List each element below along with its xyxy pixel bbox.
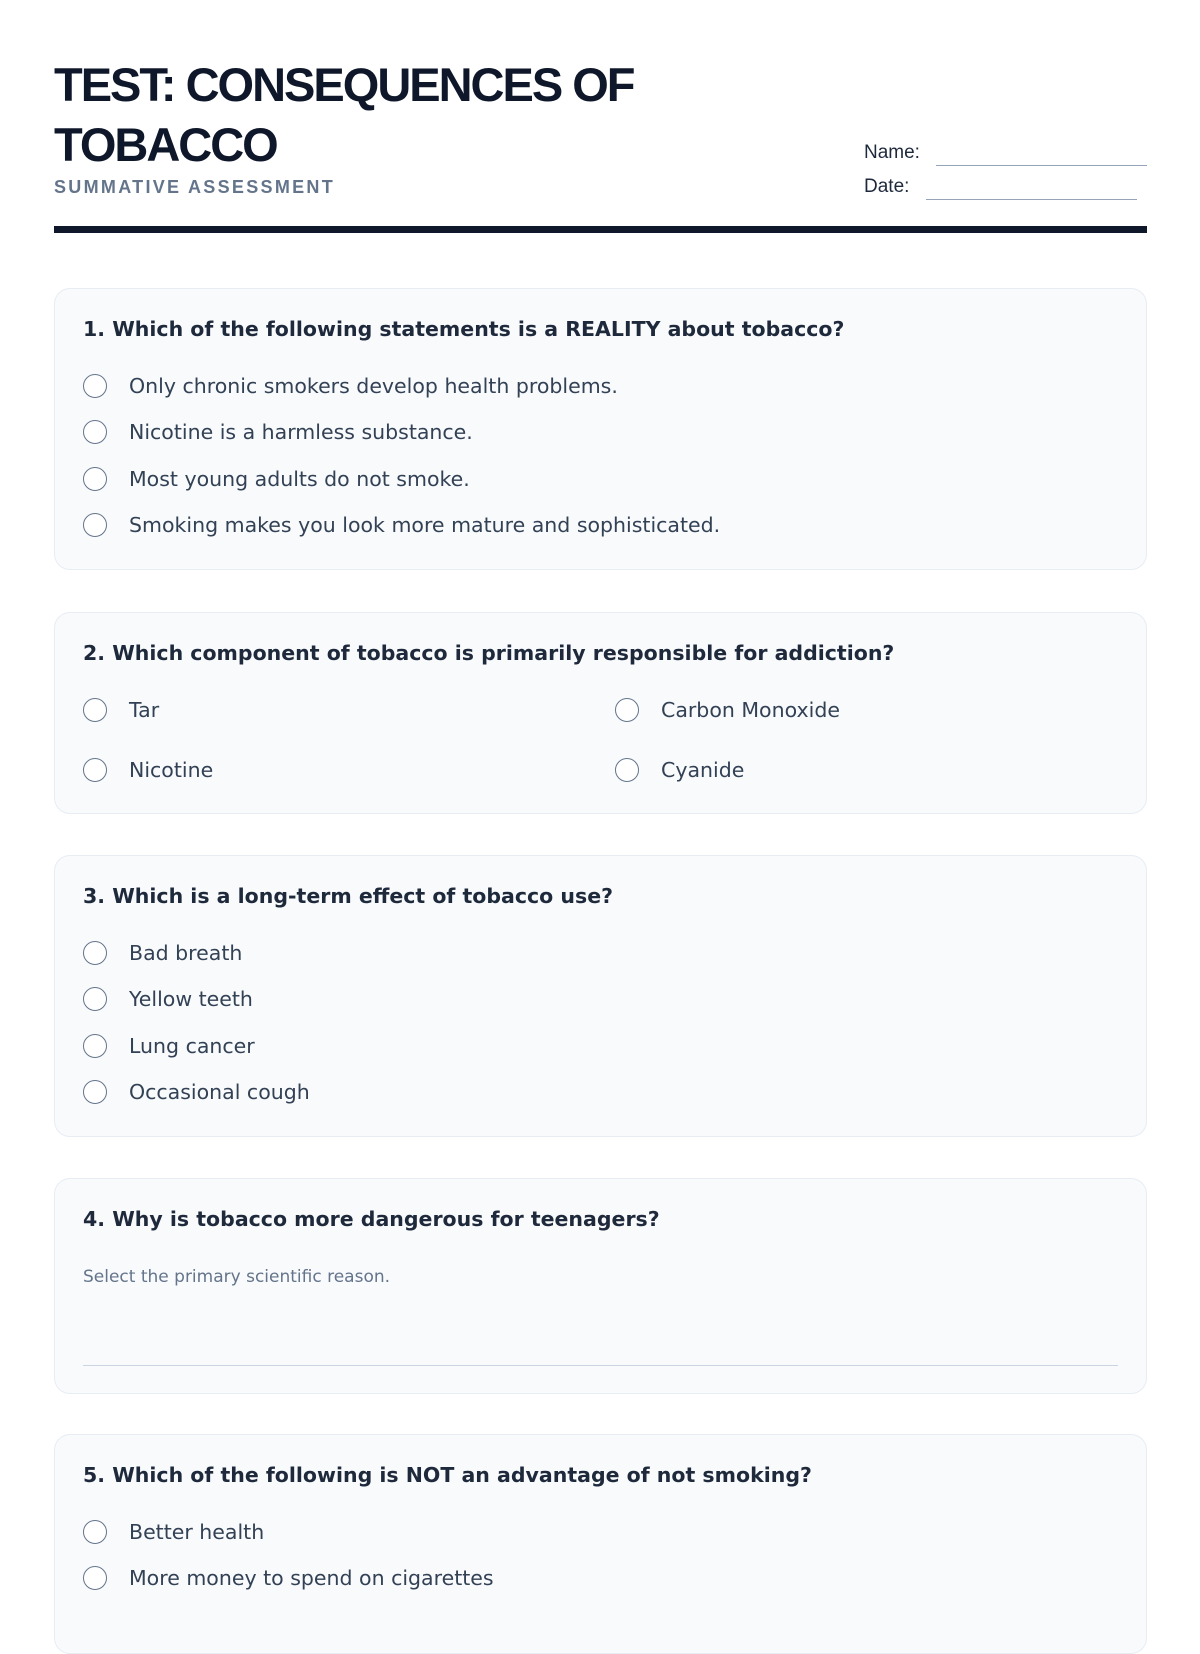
header-divider (54, 226, 1147, 233)
radio-button[interactable] (615, 698, 639, 722)
question-text: 3. Which is a long-term effect of tobacco use? (83, 884, 613, 908)
question-hint: Select the primary scientific reason. (83, 1267, 391, 1287)
question-text: 4. Why is tobacco more dangerous for teenagers? (83, 1207, 660, 1231)
assessment-page (54, 0, 1147, 1590)
radio-button[interactable] (83, 1520, 107, 1544)
name-field[interactable] (936, 165, 1147, 166)
question-text: 1. Which of the following statements is a REALITY about tobacco? (83, 317, 845, 341)
question-card-1 (54, 288, 1147, 570)
answer-option[interactable] (83, 1032, 255, 1060)
option-label: Nicotine is a harmless substance. (129, 420, 473, 444)
answer-option[interactable] (83, 1518, 264, 1546)
answer-option[interactable] (83, 985, 253, 1013)
radio-button[interactable] (83, 1566, 107, 1590)
page-header (54, 0, 1147, 234)
answer-option[interactable] (83, 1078, 310, 1106)
question-card-4 (54, 1178, 1147, 1394)
radio-button[interactable] (83, 758, 107, 782)
option-label: Lung cancer (129, 1034, 255, 1058)
student-info (864, 140, 1147, 208)
radio-button[interactable] (83, 374, 107, 398)
name-row (864, 140, 1147, 174)
option-label: Most young adults do not smoke. (129, 467, 470, 491)
answer-option[interactable] (615, 696, 840, 724)
date-label: Date: (864, 176, 910, 197)
radio-button[interactable] (83, 420, 107, 444)
answer-option[interactable] (83, 939, 242, 967)
answer-option[interactable] (83, 465, 470, 493)
option-label: More money to spend on cigarettes (129, 1566, 494, 1590)
answer-line[interactable] (83, 1365, 1118, 1366)
option-label: Better health (129, 1520, 265, 1544)
option-label: Nicotine (129, 758, 214, 782)
answer-option[interactable] (83, 372, 618, 400)
option-label: Occasional cough (129, 1080, 310, 1104)
question-card-3 (54, 855, 1147, 1137)
page-subtitle: SUMMATIVE ASSESSMENT (54, 177, 336, 197)
option-label: Cyanide (661, 758, 745, 782)
answer-option[interactable] (83, 756, 213, 784)
radio-button[interactable] (83, 698, 107, 722)
answer-option[interactable] (83, 1564, 494, 1592)
radio-button[interactable] (83, 987, 107, 1011)
question-text: 2. Which component of tobacco is primarily responsible for addiction? (83, 641, 895, 665)
date-row (864, 174, 1147, 208)
answer-option[interactable] (83, 511, 720, 539)
name-label: Name: (864, 142, 920, 163)
radio-button[interactable] (615, 758, 639, 782)
option-label: Carbon Monoxide (661, 698, 840, 722)
question-text: 5. Which of the following is NOT an advantage of not smoking? (83, 1463, 812, 1487)
date-field[interactable] (926, 199, 1137, 200)
radio-button[interactable] (83, 1034, 107, 1058)
option-label: Only chronic smokers develop health problems. (129, 374, 618, 398)
answer-option[interactable] (83, 696, 159, 724)
radio-button[interactable] (83, 467, 107, 491)
option-label: Tar (129, 698, 160, 722)
option-label: Bad breath (129, 941, 243, 965)
page-title: TEST: CONSEQUENCES OF TOBACCO (54, 58, 634, 171)
option-label: Yellow teeth (129, 987, 253, 1011)
question-card-2 (54, 612, 1147, 814)
answer-option[interactable] (615, 756, 744, 784)
radio-button[interactable] (83, 513, 107, 537)
question-card-5 (54, 1434, 1147, 1654)
radio-button[interactable] (83, 941, 107, 965)
option-label: Smoking makes you look more mature and sophisticated. (129, 513, 721, 537)
radio-button[interactable] (83, 1080, 107, 1104)
answer-option[interactable] (83, 418, 473, 446)
